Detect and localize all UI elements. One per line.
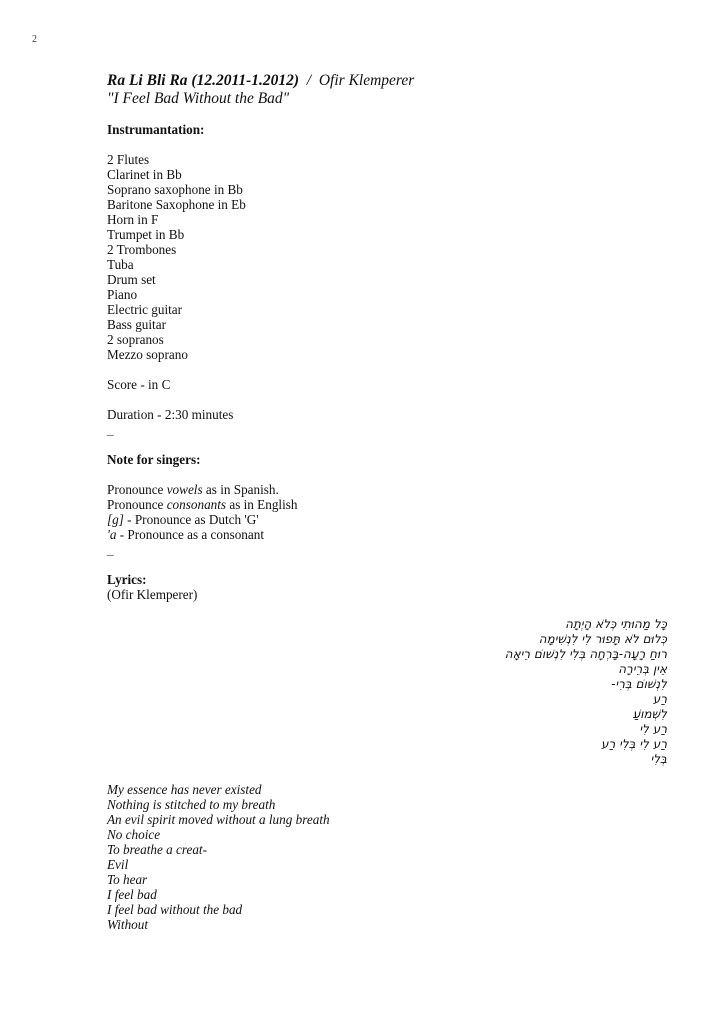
english-lyrics (107, 782, 667, 932)
singers-note-heading: Note for singers: (107, 452, 201, 467)
instrument-item: Electric guitar (107, 302, 183, 317)
instrumentation-heading: Instrumantation: (107, 122, 205, 137)
note-text: - Pronounce as Dutch 'G' (123, 512, 259, 527)
score-key: Score - in C (107, 377, 171, 392)
instrument-item: 2 Trombones (107, 242, 177, 257)
note-emphasis: vowels (166, 482, 203, 497)
note-text: Pronounce (107, 482, 167, 497)
piece-subtitle: "I Feel Bad Without the Bad" (107, 90, 290, 107)
note-text: - Pronounce as a consonant (116, 527, 265, 542)
instrument-item: Horn in F (107, 212, 159, 227)
instrument-item: Trumpet in Bb (107, 227, 185, 242)
hebrew-lyrics (107, 617, 667, 767)
hebrew-lyric-line: רוּחַ רָעָה-בָּרְחָה בְּלִי לִנְשׁוֹם רֵיאָה (504, 647, 667, 661)
note-text: as in Spanish. (202, 482, 279, 497)
english-lyric-line: To breathe a creat- (107, 842, 207, 857)
composer-name: Ofir Klemperer (318, 72, 415, 89)
hebrew-lyric-line: רַע לִי (639, 722, 667, 736)
english-lyric-line: To hear (107, 872, 148, 887)
instrument-item: 2 sopranos (107, 332, 164, 347)
hebrew-lyric-line: כָּל מַהוּתִי כְּלֹא הָיְתָה (565, 617, 667, 631)
instrument-item: Soprano saxophone in Bb (107, 182, 243, 197)
hebrew-lyric-line: כְּלוּם לֹא תָּפוּר לִי לִנְשִׁימָה (538, 632, 667, 646)
instrument-item: Bass guitar (107, 317, 166, 332)
hebrew-lyric-line: בְּלִי (650, 752, 667, 766)
english-lyric-line: No choice (107, 827, 161, 842)
hebrew-lyric-line: רַע (652, 692, 667, 706)
section-divider: _ (107, 542, 114, 557)
instrument-item: Piano (107, 287, 138, 302)
piece-title: Ra Li Bli Ra (12.2011-1.2012) (107, 72, 300, 89)
hebrew-lyric-line: לִשְׁמוֹעַ (632, 707, 667, 721)
english-lyric-line: Without (107, 917, 149, 932)
english-lyric-line: Evil (107, 857, 129, 872)
note-emphasis: [g] (107, 512, 124, 527)
english-lyric-line: I feel bad (107, 887, 157, 902)
instrument-item: Baritone Saxophone in Eb (107, 197, 246, 212)
instrument-item: 2 Flutes (107, 152, 150, 167)
lyrics-heading: Lyrics: (107, 572, 147, 587)
instrument-item: Clarinet in Bb (107, 167, 182, 182)
title-separator: / (306, 72, 312, 89)
duration: Duration - 2:30 minutes (107, 407, 234, 422)
english-lyric-line: My essence has never existed (107, 782, 262, 797)
hebrew-lyric-line: אֵין בְּרֵירָה (618, 662, 667, 676)
note-vowels (107, 482, 667, 497)
hebrew-lyric-line: רַע לִי בְּלִי רַע (601, 737, 667, 751)
note-emphasis: consonants (166, 497, 227, 512)
english-lyric-line: I feel bad without the bad (107, 902, 243, 917)
note-emphasis: 'a (107, 527, 117, 542)
note-g (107, 512, 667, 527)
instrument-item: Tuba (107, 257, 134, 272)
page-number: 2 (32, 34, 37, 45)
document-body (107, 72, 667, 932)
hebrew-lyric-line: לִנְשׁוֹם בְּרִי- (611, 677, 667, 691)
instrument-item: Mezzo soprano (107, 347, 188, 362)
english-lyric-line: An evil spirit moved without a lung breath (107, 812, 330, 827)
note-text: Pronounce (107, 497, 167, 512)
note-text: as in English (226, 497, 298, 512)
instrument-list (107, 152, 667, 362)
title-line (107, 72, 667, 90)
instrument-item: Drum set (107, 272, 156, 287)
note-a (107, 527, 667, 542)
english-lyric-line: Nothing is stitched to my breath (107, 797, 276, 812)
note-consonants (107, 497, 667, 512)
lyrics-author: (Ofir Klemperer) (107, 587, 198, 602)
section-divider: _ (107, 422, 114, 437)
